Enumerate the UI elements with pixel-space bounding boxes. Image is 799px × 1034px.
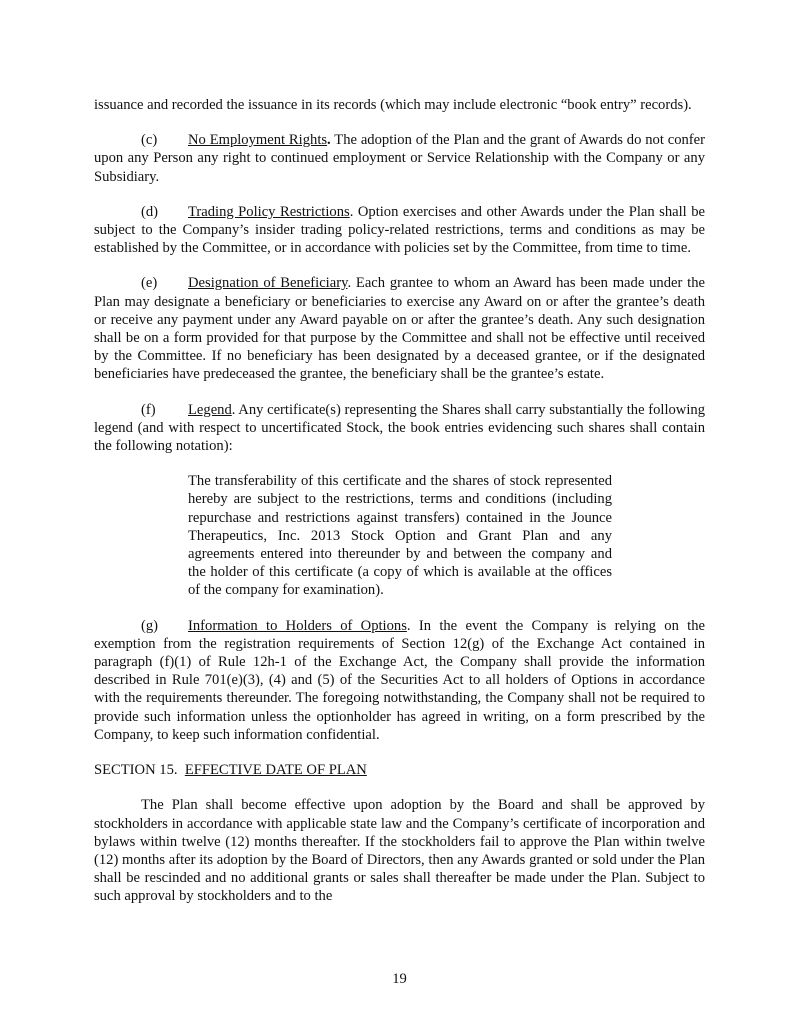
paragraph-g-heading-period: . — [406, 617, 411, 634]
paragraph-e-heading-period: . — [347, 275, 352, 292]
paragraph-c-marker: (c) — [141, 132, 158, 149]
paragraph-g-body: In the event the Company is relying on the exemption from the registration requirements of Section 12(g) of the Exchange Act contained in paragraph (f)(1) of Rule 12h-1 of the Exchange Act, the Company shall provide the information described in Rule 701(e)(3), (4) and (5) of the Securities Act to all holders of Options in accordance with the requirements thereunder. The foregoing notwithstanding, the Company shall not be required to provide such information unless the optionholder has agreed in writing, on a form prescribed by the Company, to keep such information confidential. — [94, 617, 706, 743]
paragraph-f-marker: (f) — [141, 401, 156, 418]
page-number: 19 — [392, 971, 407, 987]
paragraph-d-trading-policy — [94, 203, 705, 258]
paragraph-g-marker: (g) — [141, 617, 159, 634]
paragraph-d-marker: (d) — [141, 203, 159, 220]
section-15-title: EFFECTIVE DATE OF PLAN — [184, 762, 367, 779]
paragraph-f-heading: Legend — [188, 401, 232, 418]
paragraph-d-body: Option exercises and other Awards under the Plan shall be subject to the Company’s insider trading policy-related restrictions, terms and conditions as may be established by the Committee, or in accordance with policies set by the Committee, from time to time. — [94, 203, 705, 257]
paragraph-c-heading: No Employment Rights — [188, 132, 328, 149]
paragraph-c-heading-period: . — [327, 132, 331, 149]
paragraph-f-body: Any certificate(s) representing the Shares shall carry substantially the following legend (and with respect to uncertificated Stock, the book entries evidencing such shares shall contain the following notation): — [94, 401, 705, 455]
document-page — [94, 96, 705, 923]
paragraph-g-heading: Information to Holders of Options — [188, 617, 407, 634]
paragraph-g-information — [94, 617, 705, 744]
paragraph-e-marker: (e) — [141, 275, 158, 292]
paragraph-e-beneficiary — [94, 274, 705, 383]
legend-block-quote: The transferability of this certificate and the shares of stock represented hereby are subject to the restrictions, terms and conditions (including repurchase and restrictions against transfers) contained in the Jounce Therapeutics, Inc. 2013 Stock Option and Grant Plan and any agreements entered into thereunder by and between the company and the holder of this certificate (a copy of which is available at the offices of the company for examination). — [188, 473, 612, 599]
paragraph-f-legend — [94, 401, 705, 456]
paragraph-f-heading-period: . — [231, 401, 236, 418]
section-15-body: The Plan shall become effective upon adoption by the Board and shall be approved by stockholders in accordance with applicable state law and the Company’s certificate of incorporation and bylaws within twelve (12) months thereafter. If the stockholders fail to approve the Plan within twelve (12) months after its adoption by the Board of Directors, then any Awards granted or sold under the Plan shall be rescinded and no additional grants or sales shall thereafter be made under the Plan. Subject to such approval by stockholders and to the — [94, 797, 705, 905]
paragraph-d-heading-period: . — [349, 203, 354, 220]
paragraph-e-body: Each grantee to whom an Award has been made under the Plan may designate a beneficiary or beneficiaries to exercise any Award on or after the grantee’s death or receive any payment under any Award payable on or after the grantee’s death. Any such designation shall be on a form provided for that purpose by the Committee and shall not be effective until received by the Committee. If no beneficiary has been designated by a deceased grantee, or if the designated beneficiaries have predeceased the grantee, the beneficiary shall be the grantee’s estate. — [94, 275, 705, 383]
section-15-heading — [94, 761, 705, 779]
paragraph-e-heading: Designation of Beneficiary — [188, 275, 348, 292]
paragraph-d-heading: Trading Policy Restrictions — [188, 203, 350, 220]
paragraph-c-no-employment-rights — [94, 131, 705, 186]
paragraph-c-body: The adoption of the Plan and the grant of Awards do not confer upon any Person any right to continued employment or Service Relationship with the Company or any Subsidiary. — [94, 132, 705, 185]
section-15-number: SECTION 15. — [94, 762, 178, 779]
intro-paragraph: issuance and recorded the issuance in its records (which may include electronic “book entry” records). — [94, 97, 692, 113]
